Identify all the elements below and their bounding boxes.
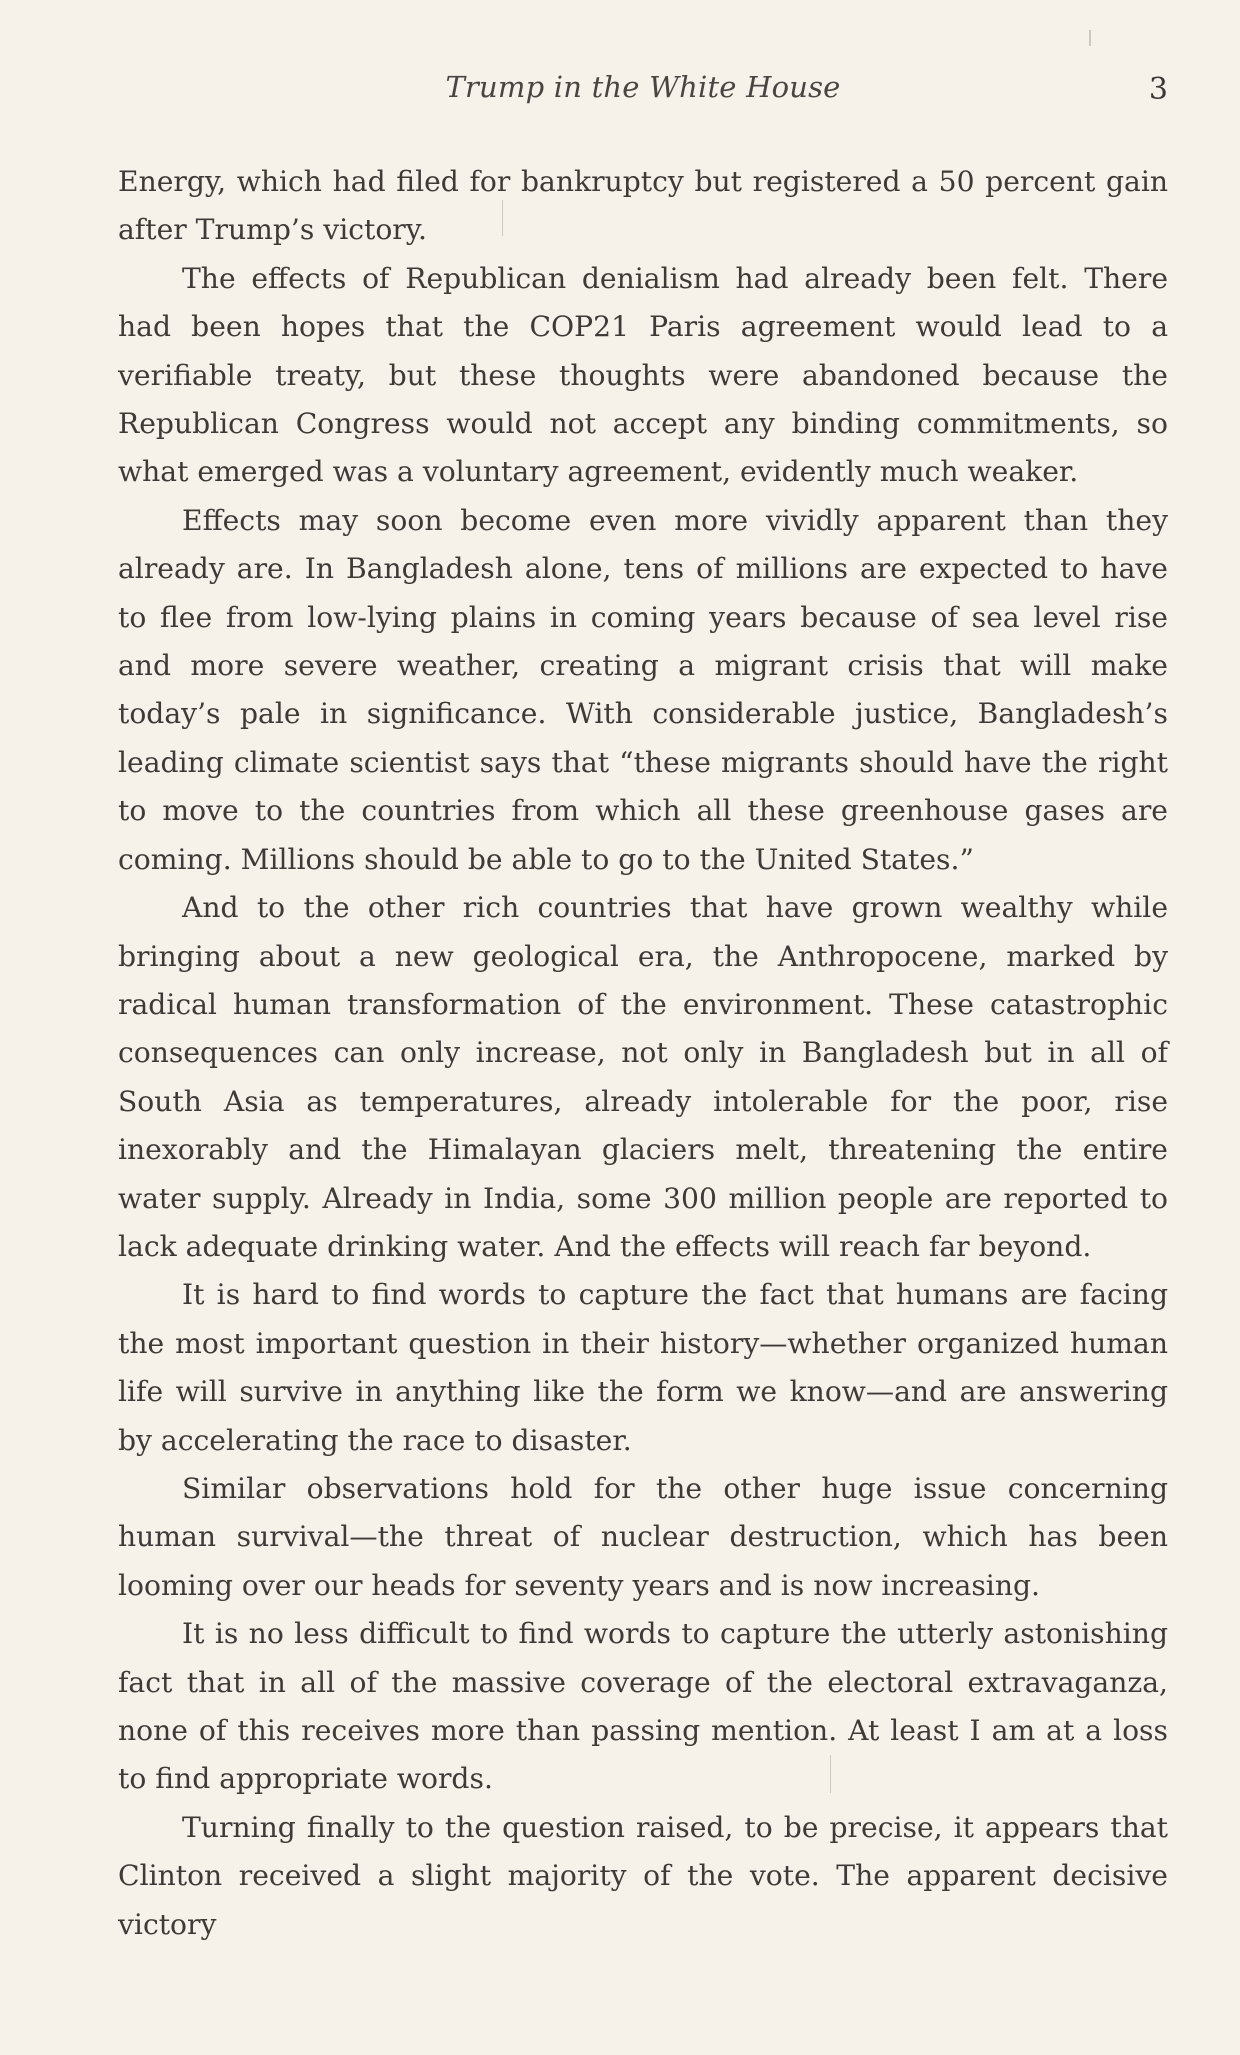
running-head	[118, 70, 1168, 114]
paragraph: And to the other rich countries that have grown wealthy while bringing about a new geological era, the Anthropocene, marked by radical human transformation of the environment. These catastrophic consequences can only increase, not only in Bangladesh but in all of South Asia as temperatures, already intolerable for the poor, rise inexorably and the Himalayan glaciers melt, threatening the entire water supply. Already in India, some 300 million people are reported to lack adequate drinking water. And the effects will reach far beyond.	[118, 891, 1168, 1263]
body-text	[118, 158, 1168, 1949]
paragraph: It is hard to find words to capture the fact that humans are facing the most important question in their history—whether organized human life will survive in anything like the form we know—and are answering by accelerating the race to disaster.	[118, 1278, 1168, 1457]
paragraph: Turning finally to the question raised, to be precise, it appears that Clinton received a slight majority of the vote. The apparent decisive victory	[118, 1810, 1168, 1941]
running-title: Trump in the White House	[445, 70, 841, 104]
scan-speck	[502, 200, 503, 236]
page-number: 3	[1148, 72, 1168, 107]
paragraph: Similar observations hold for the other huge issue concerning human survival—the threat of nuclear destruction, which has been looming over our heads for seventy years and is now increasing.	[118, 1471, 1168, 1602]
paragraph: The effects of Republican denialism had already been felt. There had been hopes that the COP21 Paris agreement would lead to a verifiable treaty, but these thoughts were abandoned because the Republican Congress would not accept any binding commitments, so what emerged was a voluntary agreement, evidently much weaker.	[118, 261, 1168, 489]
paragraph: It is no less difficult to find words to capture the utterly astonishing fact that in all of the massive coverage of the electoral extravaganza, none of this receives more than passing mention. At least I am at a loss to find appropriate words.	[118, 1617, 1168, 1796]
paragraph: Effects may soon become even more vividly apparent than they already are. In Bangladesh alone, tens of millions are expected to have to flee from low-lying plains in coming years because of sea level rise and more severe weather, creating a migrant crisis that will make today’s pale in significance. With considerable justice, Bangladesh’s leading climate scientist says that “these migrants should have the right to move to the countries from which all these greenhouse gases are coming. Millions should be able to go to the United States.”	[118, 503, 1168, 876]
scan-speck	[830, 1755, 831, 1793]
paragraph-continued: Energy, which had filed for bankruptcy but registered a 50 percent gain after Trump’s victory.	[118, 165, 1168, 247]
scan-speck	[1089, 30, 1091, 46]
